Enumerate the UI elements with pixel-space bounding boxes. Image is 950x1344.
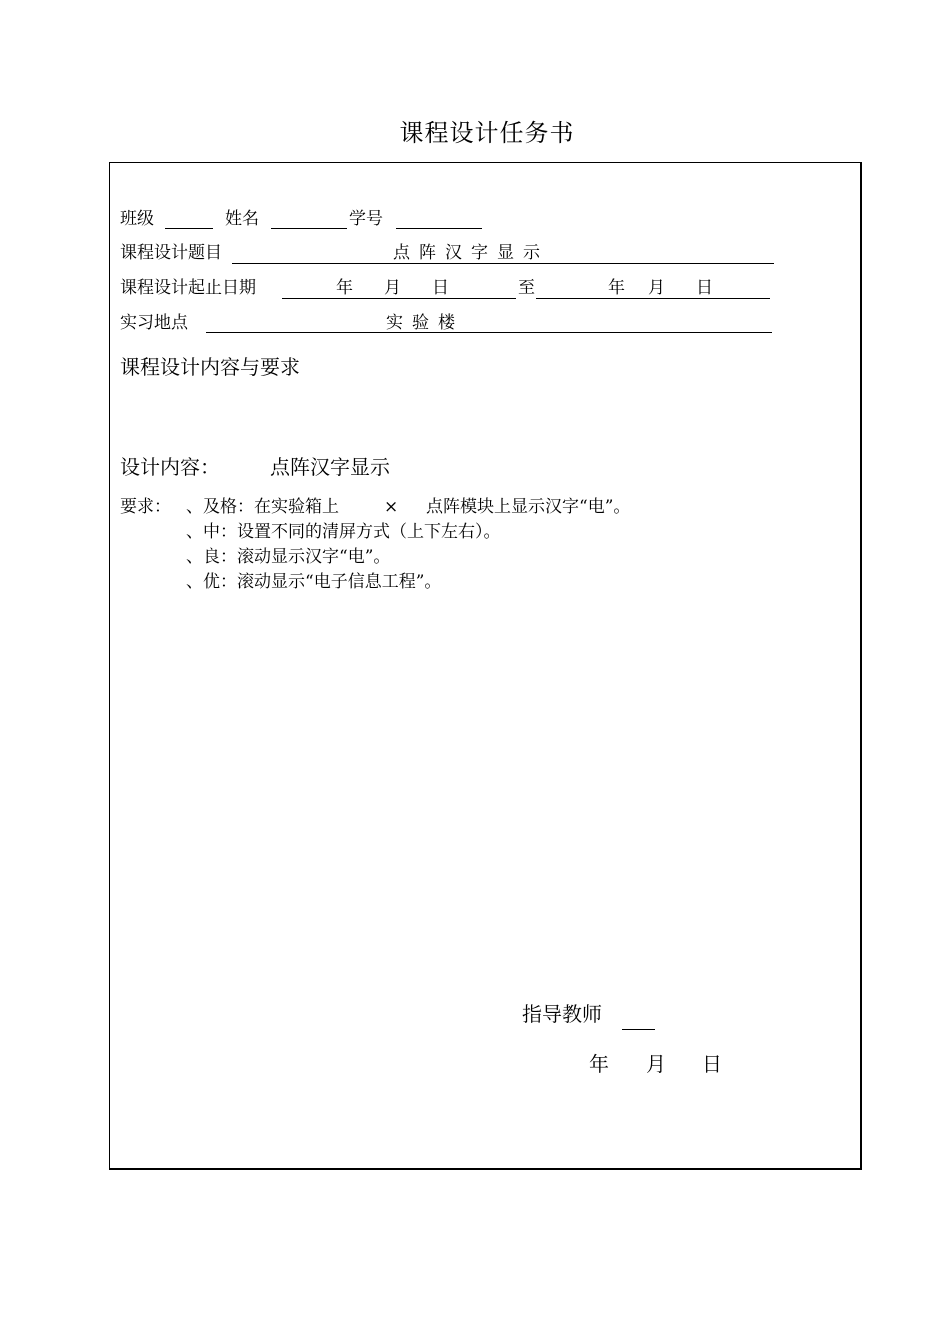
signature-year: 年 [589,1052,609,1076]
date-label: 课程设计起止日期 [120,278,256,298]
requirements-label: 要求： [120,497,171,517]
topic-value: 点阵汉字显示 [393,243,549,263]
student-id-blank[interactable] [396,228,482,229]
design-content-label: 设计内容： [120,455,220,479]
section-heading: 课程设计内容与要求 [120,355,300,379]
start-month: 月 [384,278,401,298]
requirement-item-4: 、优：滚动显示“电子信息工程”。 [186,572,442,592]
start-day: 日 [432,278,449,298]
end-day: 日 [696,278,713,298]
requirement-item-1-prefix: 、及格：在实验箱上 [186,497,339,517]
start-date-underline [282,298,516,299]
task-form-box [109,162,862,1170]
date-to: 至 [518,278,535,298]
student-id-label: 学号 [349,209,383,229]
name-blank[interactable] [271,228,347,229]
requirement-item-1-suffix: 点阵模块上显示汉字“电”。 [426,497,631,517]
end-date-underline [536,298,770,299]
end-month: 月 [648,278,665,298]
class-label: 班级 [120,209,154,229]
signature-day: 日 [702,1052,722,1076]
class-blank[interactable] [165,228,213,229]
location-underline [206,332,772,333]
document-title: 课程设计任务书 [399,119,575,147]
end-year: 年 [608,278,625,298]
name-label: 姓名 [225,209,259,229]
design-content-value: 点阵汉字显示 [270,455,390,479]
location-label: 实习地点 [120,313,188,333]
requirement-item-3: 、良：滚动显示汉字“电”。 [186,547,391,567]
teacher-label: 指导教师 [522,1002,602,1026]
topic-underline [232,263,774,264]
teacher-signature-blank[interactable] [622,1029,655,1030]
location-value: 实验楼 [386,313,464,333]
requirement-item-1-times: × [384,497,399,517]
requirement-item-2: 、中：设置不同的清屏方式（上下左右）。 [186,522,501,542]
topic-label: 课程设计题目 [120,243,222,263]
signature-month: 月 [646,1052,666,1076]
start-year: 年 [336,278,353,298]
